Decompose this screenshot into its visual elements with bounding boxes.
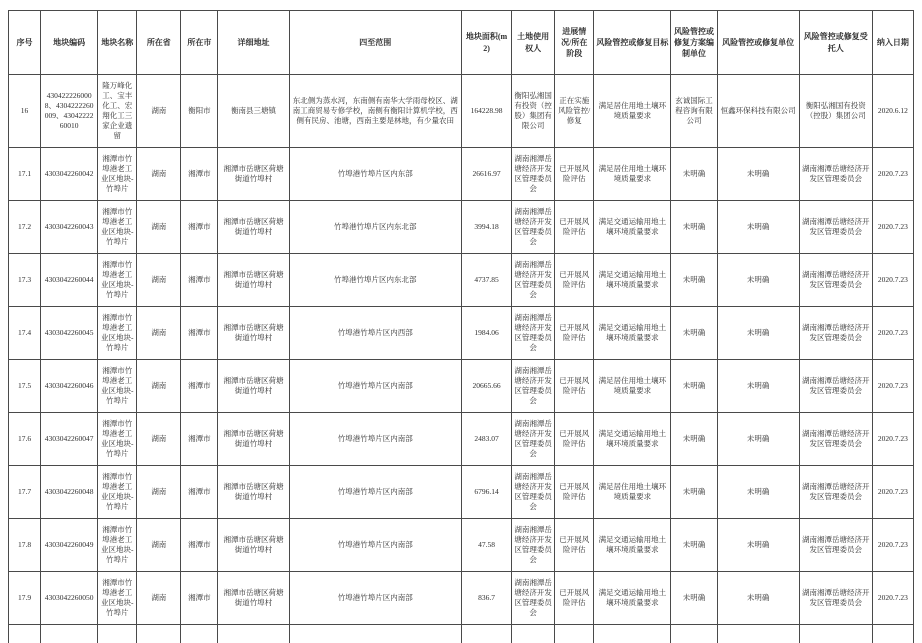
cell-plan-unit: 未明确 <box>671 254 717 307</box>
cell-province: 湖南 <box>137 413 181 466</box>
cell-serial: 17.3 <box>9 254 41 307</box>
table-row <box>9 148 914 201</box>
cell-area-m2: 4737.85 <box>461 254 511 307</box>
cell-province: 湖南 <box>137 466 181 519</box>
cell-area-m2: 6796.14 <box>461 466 511 519</box>
cell-control-unit: 未明确 <box>717 466 799 519</box>
cell-land-use-right-holder <box>512 625 555 643</box>
cell-boundary: 竹埠港竹埠片区内西部 <box>289 307 461 360</box>
cell-progress-stage: 已开展风险评估 <box>555 572 594 625</box>
cell-parcel-code <box>41 625 98 643</box>
cell-trustee: 湖南湘潭岳塘经济开发区管理委员会 <box>799 307 872 360</box>
cell-boundary: 竹埠港竹埠片区内南部 <box>289 413 461 466</box>
cell-progress-stage: 已开展风险评估 <box>555 148 594 201</box>
cell-plan-unit: 未明确 <box>671 360 717 413</box>
cell-parcel-name: 湘潭市竹埠港老工业区地块-竹埠片 <box>98 466 137 519</box>
cell-control-unit <box>717 625 799 643</box>
column-header-plan-unit: 风险管控或修复方案编制单位 <box>671 11 717 75</box>
cell-control-unit: 未明确 <box>717 254 799 307</box>
cell-trustee: 湖南湘潭岳塘经济开发区管理委员会 <box>799 360 872 413</box>
document-page <box>0 10 922 643</box>
cell-land-use-right-holder: 湖南湘潭岳塘经济开发区管理委员会 <box>512 254 555 307</box>
cell-province: 湖南 <box>137 572 181 625</box>
cell-address: 湘潭市岳塘区荷塘街道竹埠村 <box>218 254 289 307</box>
cell-progress-stage: 已开展风险评估 <box>555 201 594 254</box>
cell-city: 湘潭市 <box>181 466 218 519</box>
cell-address: 衡南县三塘镇 <box>218 75 289 148</box>
cell-trustee: 衡阳弘湘国有投资（控股）集团公司 <box>799 75 872 148</box>
cell-serial <box>9 625 41 643</box>
table-row <box>9 307 914 360</box>
column-header-serial: 序号 <box>9 11 41 75</box>
cell-city: 衡阳市 <box>181 75 218 148</box>
cell-parcel-code: 4303042260046 <box>41 360 98 413</box>
cell-city: 湘潭市 <box>181 148 218 201</box>
cell-control-unit: 未明确 <box>717 201 799 254</box>
cell-land-use-right-holder: 湖南湘潭岳塘经济开发区管理委员会 <box>512 360 555 413</box>
cell-control-target: 满足交通运输用地土壤环境质量要求 <box>594 413 671 466</box>
cell-parcel-name: 隆万峰化工、宝丰化工、宏翔化工三家企业遗留 <box>98 75 137 148</box>
cell-parcel-code: 4303042260047 <box>41 413 98 466</box>
cell-city: 湘潭市 <box>181 519 218 572</box>
column-header-city: 所在市 <box>181 11 218 75</box>
cell-control-target: 满足居住用地土壤环境质量要求 <box>594 360 671 413</box>
cell-progress-stage: 正在实施风险管控/修复 <box>555 75 594 148</box>
cell-control-target: 满足交通运输用地土壤环境质量要求 <box>594 254 671 307</box>
cell-trustee <box>799 625 872 643</box>
cell-parcel-name: 湘潭市竹埠港老工业区地块-竹埠片 <box>98 254 137 307</box>
table-row <box>9 572 914 625</box>
cell-serial: 17.5 <box>9 360 41 413</box>
cell-serial: 16 <box>9 75 41 148</box>
cell-inclusion-date <box>872 625 913 643</box>
table-row <box>9 519 914 572</box>
cell-inclusion-date: 2020.6.12 <box>872 75 913 148</box>
cell-land-use-right-holder: 湖南湘潭岳塘经济开发区管理委员会 <box>512 466 555 519</box>
table-row <box>9 360 914 413</box>
cell-trustee: 湖南湘潭岳塘经济开发区管理委员会 <box>799 254 872 307</box>
land-parcel-table <box>8 10 914 643</box>
cell-control-target <box>594 625 671 643</box>
cell-boundary: 竹埠港竹埠片区内南部 <box>289 572 461 625</box>
column-header-control-target: 风险管控或修复目标 <box>594 11 671 75</box>
cell-control-unit: 未明确 <box>717 519 799 572</box>
cell-plan-unit: 未明确 <box>671 201 717 254</box>
cell-inclusion-date: 2020.7.23 <box>872 466 913 519</box>
table-header-row <box>9 11 914 75</box>
column-header-control-unit: 风险管控或修复单位 <box>717 11 799 75</box>
cell-address: 湘潭市岳塘区荷塘街道竹埠村 <box>218 466 289 519</box>
cell-parcel-name: 湘潭市竹埠港老工业区地块-竹埠片 <box>98 360 137 413</box>
cell-progress-stage: 已开展风险评估 <box>555 466 594 519</box>
table-row <box>9 254 914 307</box>
cell-parcel-code: 4303042260044 <box>41 254 98 307</box>
cell-progress-stage <box>555 625 594 643</box>
cell-parcel-name: 湘潭市竹埠港老工业区地块-竹埠片 <box>98 148 137 201</box>
column-header-land-use-right-holder: 土地使用权人 <box>512 11 555 75</box>
cell-plan-unit: 未明确 <box>671 572 717 625</box>
cell-province: 湖南 <box>137 519 181 572</box>
cell-progress-stage: 已开展风险评估 <box>555 413 594 466</box>
column-header-address: 详细地址 <box>218 11 289 75</box>
cell-boundary: 竹埠港竹埠片区内南部 <box>289 360 461 413</box>
cell-trustee: 湖南湘潭岳塘经济开发区管理委员会 <box>799 148 872 201</box>
cell-boundary: 竹埠港竹埠片区内东部 <box>289 148 461 201</box>
cell-trustee: 湖南湘潭岳塘经济开发区管理委员会 <box>799 201 872 254</box>
cell-trustee: 湖南湘潭岳塘经济开发区管理委员会 <box>799 519 872 572</box>
cell-inclusion-date: 2020.7.23 <box>872 360 913 413</box>
column-header-inclusion-date: 纳入日期 <box>872 11 913 75</box>
cell-land-use-right-holder: 衡阳弘湘国有投资（控股）集团有限公司 <box>512 75 555 148</box>
cell-inclusion-date: 2020.7.23 <box>872 519 913 572</box>
cell-city: 湘潭市 <box>181 572 218 625</box>
cell-control-target: 满足居住用地土壤环境质量要求 <box>594 466 671 519</box>
column-header-boundary: 四至范围 <box>289 11 461 75</box>
cell-area-m2 <box>461 625 511 643</box>
cell-address: 湘潭市岳塘区荷塘街道竹埠村 <box>218 148 289 201</box>
cell-serial: 17.6 <box>9 413 41 466</box>
cell-city: 湘潭市 <box>181 254 218 307</box>
cell-parcel-code: 4303042260050 <box>41 572 98 625</box>
cell-land-use-right-holder: 湖南湘潭岳塘经济开发区管理委员会 <box>512 201 555 254</box>
cell-parcel-name: 湘潭市竹埠港老工业区地块-竹埠片 <box>98 572 137 625</box>
cell-address: 湘潭市岳塘区荷塘街道竹埠村 <box>218 307 289 360</box>
cell-progress-stage: 已开展风险评估 <box>555 360 594 413</box>
cell-parcel-code: 4303042260042 <box>41 148 98 201</box>
cell-parcel-name: 湘潭市竹埠港老工业区地块-竹埠片 <box>98 519 137 572</box>
cell-parcel-code: 4303042260045 <box>41 307 98 360</box>
cell-plan-unit: 未明确 <box>671 519 717 572</box>
cell-plan-unit: 未明确 <box>671 466 717 519</box>
cell-boundary <box>289 625 461 643</box>
cell-city <box>181 625 218 643</box>
cell-progress-stage: 已开展风险评估 <box>555 307 594 360</box>
cell-boundary: 竹埠港竹埠片区内东北部 <box>289 254 461 307</box>
cell-serial: 17.7 <box>9 466 41 519</box>
cell-province: 湖南 <box>137 75 181 148</box>
table-row <box>9 413 914 466</box>
cell-plan-unit: 未明确 <box>671 307 717 360</box>
cell-inclusion-date: 2020.7.23 <box>872 254 913 307</box>
cell-boundary: 东北侧为蒸水河，东南侧有南华大学雨母校区、湖南工商贸易专修学校，南侧有衡阳计算机学校，西侧有民房、池塘，西南主要是林地，有少量农田 <box>289 75 461 148</box>
cell-control-unit: 恒鑫环保科技有限公司 <box>717 75 799 148</box>
cell-inclusion-date: 2020.7.23 <box>872 572 913 625</box>
cell-inclusion-date: 2020.7.23 <box>872 201 913 254</box>
cell-serial: 17.8 <box>9 519 41 572</box>
cell-province: 湖南 <box>137 254 181 307</box>
cell-control-target: 满足交通运输用地土壤环境质量要求 <box>594 519 671 572</box>
cell-area-m2: 2483.07 <box>461 413 511 466</box>
cell-land-use-right-holder: 湖南湘潭岳塘经济开发区管理委员会 <box>512 519 555 572</box>
cell-address: 湘潭市岳塘区荷塘街道竹埠村 <box>218 413 289 466</box>
cell-parcel-name <box>98 625 137 643</box>
cell-trustee: 湖南湘潭岳塘经济开发区管理委员会 <box>799 572 872 625</box>
cell-plan-unit: 玄诚国际工程咨询有限公司 <box>671 75 717 148</box>
cell-boundary: 竹埠港竹埠片区内南部 <box>289 466 461 519</box>
cell-trustee: 湖南湘潭岳塘经济开发区管理委员会 <box>799 413 872 466</box>
cell-inclusion-date: 2020.7.23 <box>872 413 913 466</box>
cell-serial: 17.9 <box>9 572 41 625</box>
cell-address <box>218 625 289 643</box>
cell-area-m2: 47.58 <box>461 519 511 572</box>
cell-plan-unit <box>671 625 717 643</box>
cell-land-use-right-holder: 湖南湘潭岳塘经济开发区管理委员会 <box>512 307 555 360</box>
cell-control-unit: 未明确 <box>717 307 799 360</box>
cell-city: 湘潭市 <box>181 360 218 413</box>
cell-city: 湘潭市 <box>181 307 218 360</box>
column-header-parcel-code: 地块编码 <box>41 11 98 75</box>
column-header-area-m2: 地块面积(m2) <box>461 11 511 75</box>
cell-parcel-name: 湘潭市竹埠港老工业区地块-竹埠片 <box>98 201 137 254</box>
cell-city: 湘潭市 <box>181 413 218 466</box>
cell-control-target: 满足居住用地土壤环境质量要求 <box>594 148 671 201</box>
table-row-partial <box>9 625 914 643</box>
cell-address: 湘潭市岳塘区荷塘街道竹埠村 <box>218 201 289 254</box>
cell-plan-unit: 未明确 <box>671 148 717 201</box>
cell-address: 湘潭市岳塘区荷塘街道竹埠村 <box>218 360 289 413</box>
cell-area-m2: 164228.98 <box>461 75 511 148</box>
cell-control-target: 满足居住用地土壤环境质量要求 <box>594 75 671 148</box>
cell-land-use-right-holder: 湖南湘潭岳塘经济开发区管理委员会 <box>512 572 555 625</box>
cell-control-target: 满足交通运输用地土壤环境质量要求 <box>594 201 671 254</box>
cell-area-m2: 20665.66 <box>461 360 511 413</box>
cell-serial: 17.2 <box>9 201 41 254</box>
cell-parcel-code: 4304222260008、4304222260009、4304222260010 <box>41 75 98 148</box>
cell-control-target: 满足交通运输用地土壤环境质量要求 <box>594 572 671 625</box>
cell-parcel-name: 湘潭市竹埠港老工业区地块-竹埠片 <box>98 307 137 360</box>
cell-area-m2: 836.7 <box>461 572 511 625</box>
column-header-progress-stage: 进展情况/所在阶段 <box>555 11 594 75</box>
cell-control-unit: 未明确 <box>717 360 799 413</box>
cell-city: 湘潭市 <box>181 201 218 254</box>
cell-boundary: 竹埠港竹埠片区内东北部 <box>289 201 461 254</box>
table-row <box>9 466 914 519</box>
cell-land-use-right-holder: 湖南湘潭岳塘经济开发区管理委员会 <box>512 148 555 201</box>
cell-trustee: 湖南湘潭岳塘经济开发区管理委员会 <box>799 466 872 519</box>
cell-control-target: 满足交通运输用地土壤环境质量要求 <box>594 307 671 360</box>
cell-parcel-code: 4303042260049 <box>41 519 98 572</box>
cell-address: 湘潭市岳塘区荷塘街道竹埠村 <box>218 572 289 625</box>
cell-progress-stage: 已开展风险评估 <box>555 254 594 307</box>
cell-progress-stage: 已开展风险评估 <box>555 519 594 572</box>
column-header-province: 所在省 <box>137 11 181 75</box>
column-header-trustee: 风险管控或修复受托人 <box>799 11 872 75</box>
cell-inclusion-date: 2020.7.23 <box>872 148 913 201</box>
cell-plan-unit: 未明确 <box>671 413 717 466</box>
column-header-parcel-name: 地块名称 <box>98 11 137 75</box>
cell-area-m2: 1984.06 <box>461 307 511 360</box>
cell-parcel-name: 湘潭市竹埠港老工业区地块-竹埠片 <box>98 413 137 466</box>
cell-land-use-right-holder: 湖南湘潭岳塘经济开发区管理委员会 <box>512 413 555 466</box>
cell-province <box>137 625 181 643</box>
cell-province: 湖南 <box>137 360 181 413</box>
cell-serial: 17.4 <box>9 307 41 360</box>
table-row <box>9 201 914 254</box>
cell-control-unit: 未明确 <box>717 148 799 201</box>
cell-parcel-code: 4303042260048 <box>41 466 98 519</box>
cell-inclusion-date: 2020.7.23 <box>872 307 913 360</box>
cell-control-unit: 未明确 <box>717 413 799 466</box>
cell-parcel-code: 4303042260043 <box>41 201 98 254</box>
cell-province: 湖南 <box>137 307 181 360</box>
cell-province: 湖南 <box>137 148 181 201</box>
cell-control-unit: 未明确 <box>717 572 799 625</box>
cell-boundary: 竹埠港竹埠片区内南部 <box>289 519 461 572</box>
cell-area-m2: 26616.97 <box>461 148 511 201</box>
cell-province: 湖南 <box>137 201 181 254</box>
table-row <box>9 75 914 148</box>
cell-area-m2: 3994.18 <box>461 201 511 254</box>
cell-serial: 17.1 <box>9 148 41 201</box>
cell-address: 湘潭市岳塘区荷塘街道竹埠村 <box>218 519 289 572</box>
